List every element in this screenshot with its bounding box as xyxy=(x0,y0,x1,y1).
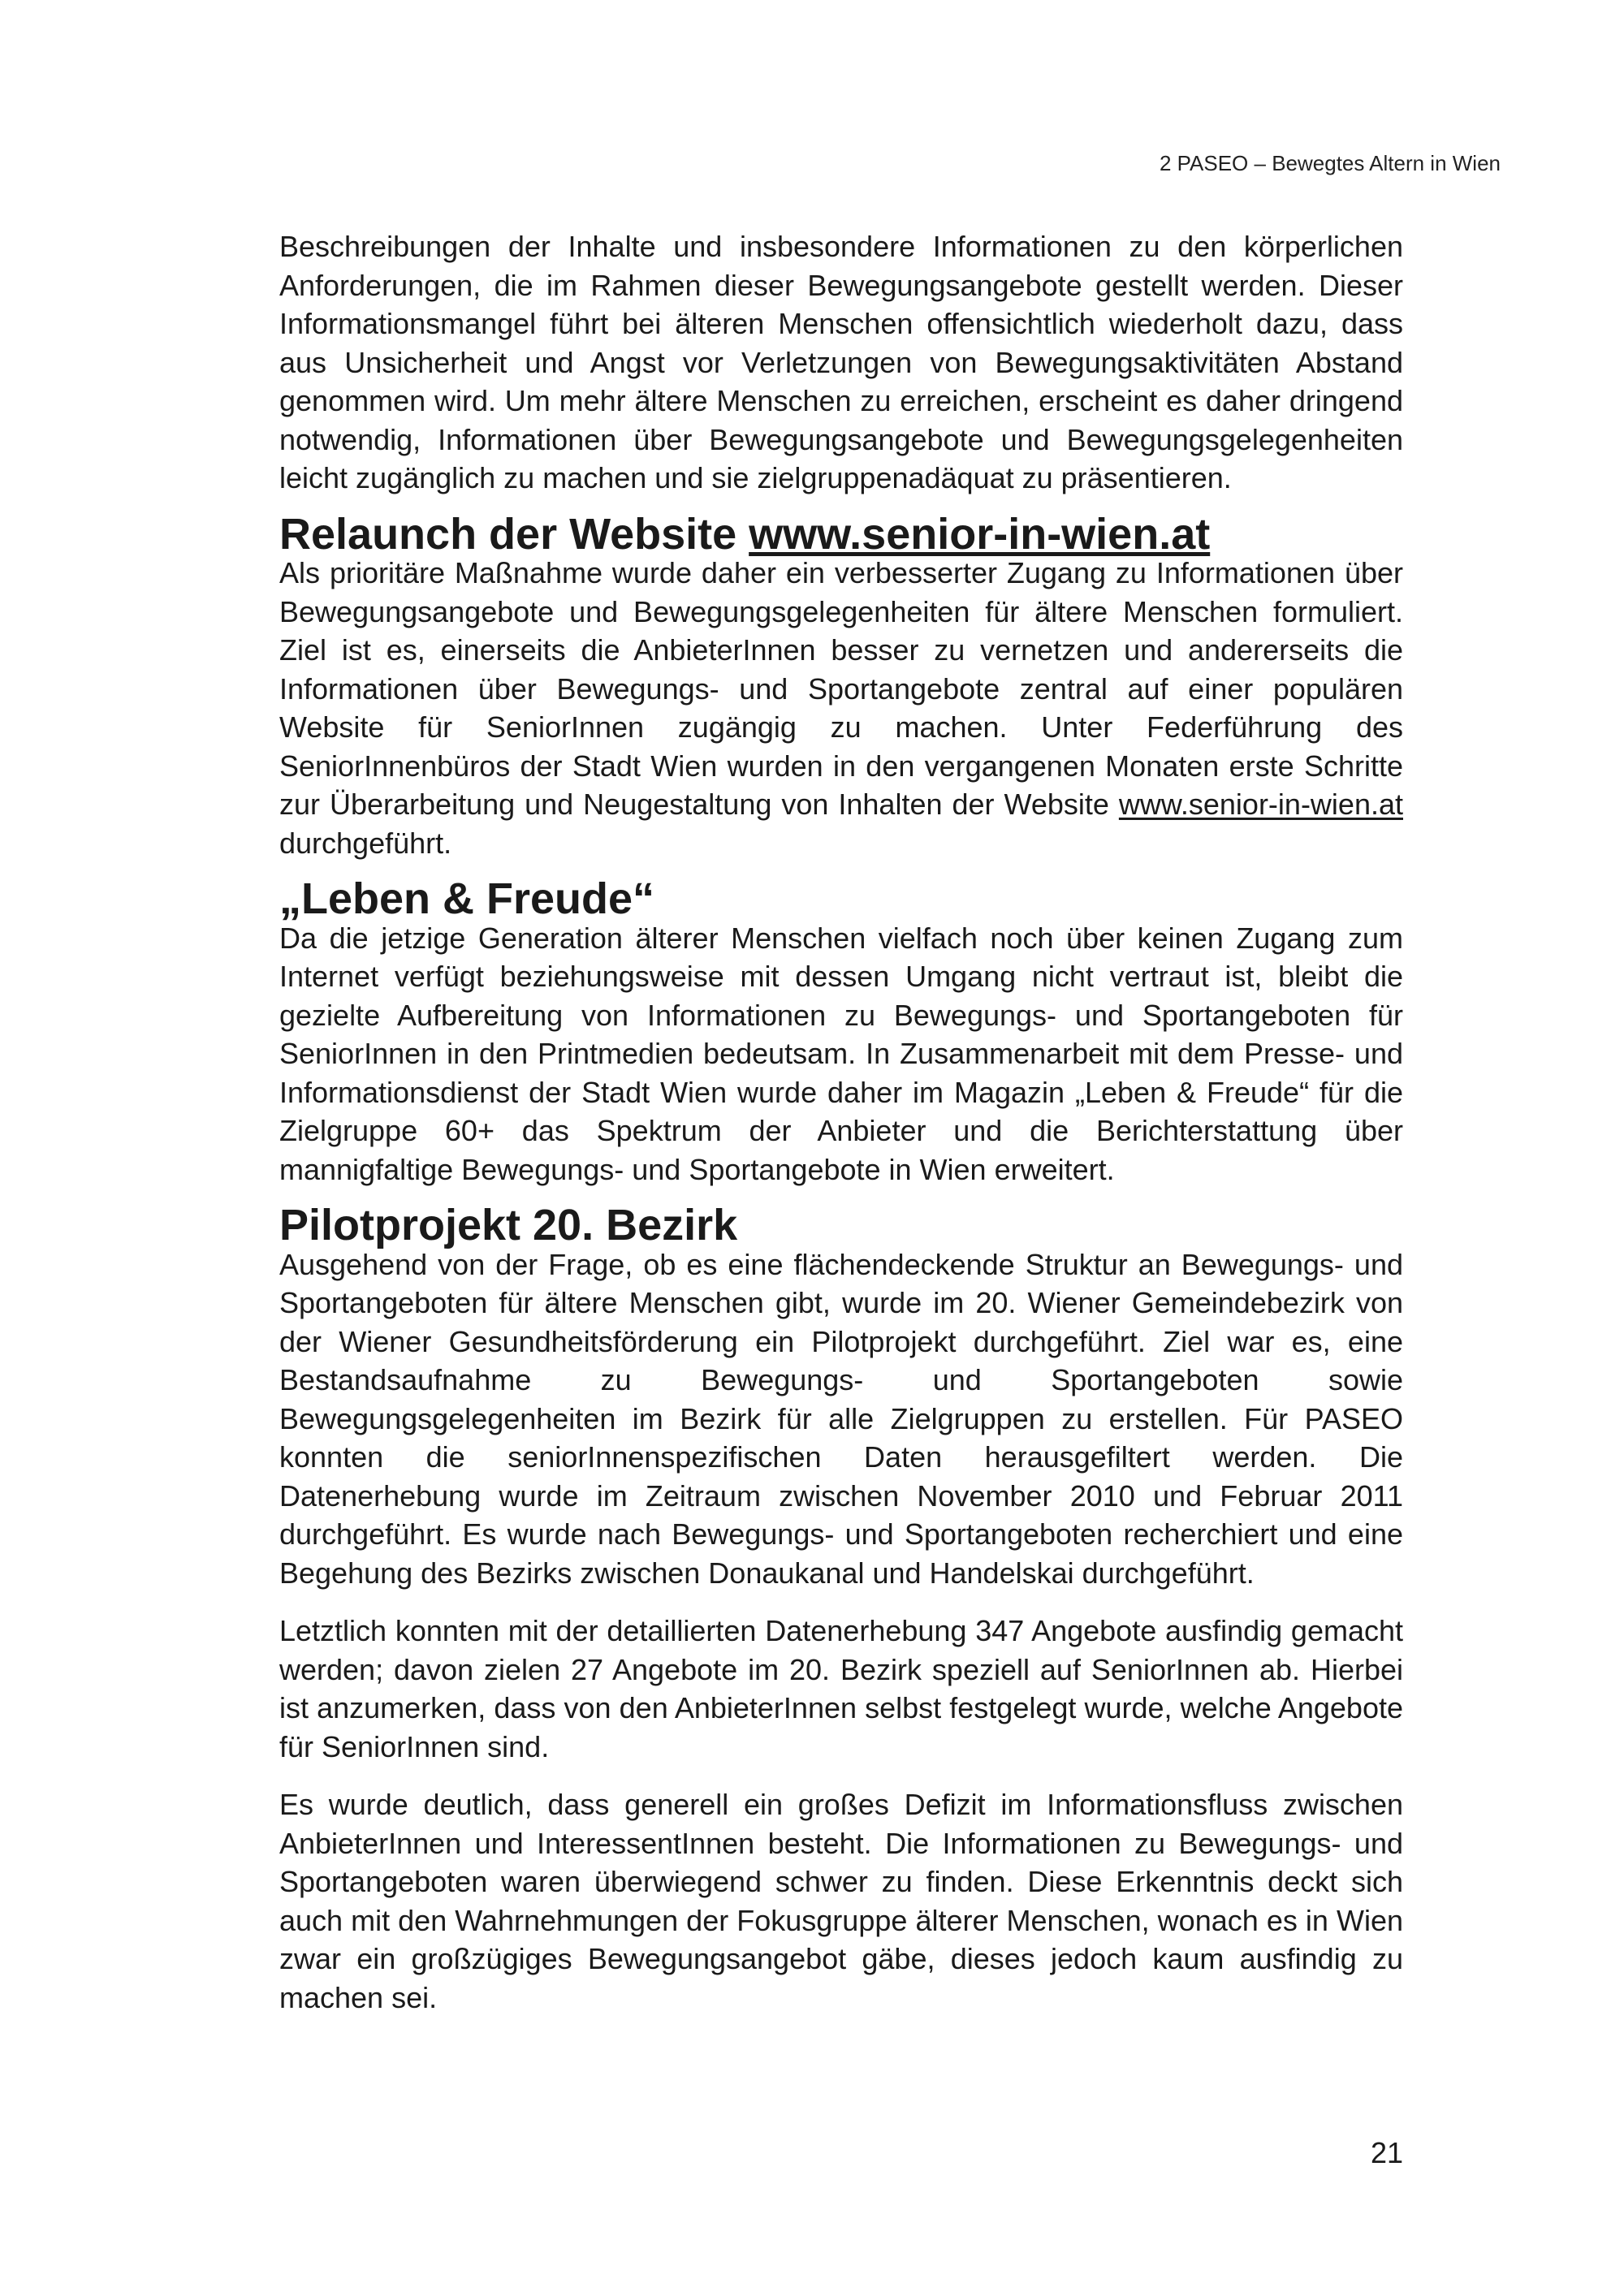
section-heading-pilotprojekt: Pilotprojekt 20. Bezirk xyxy=(279,1201,738,1249)
body-content xyxy=(279,227,1403,2017)
website-relaunch-text: Als prioritäre Maßnahme wurde daher ein verbesserter Zugang zu Informationen über Bewegungsangebote und Bewegungsgelegenheiten für ältere Menschen formuliert. Ziel ist es, einerseits die AnbieterInnen besser zu vernetzen und andererseits die Informationen über Bewegungs- und Sportangebote zentral auf einer populären Website für SeniorInnen zugängig zu machen. Unter Federführung des SeniorInnenbüros der Stadt Wien wurden in den vergangenen Monaten erste Schritte zur Überarbeitung und Neugestaltung von Inhalten der Website xyxy=(279,556,1403,821)
pilotprojekt-results-paragraph: Letztlich konnten mit der detaillierten Datenerhebung 347 Angebote ausfindig gemacht werden; davon zielen 27 Angebote im 20. Bezirk speziell auf SeniorInnen ab. Hierbei ist anzumerken, dass von den AnbieterInnen selbst festgelegt wurde, welche Angebote für SeniorInnen sind. xyxy=(279,1614,1403,1763)
section-heading-leben-freude: „Leben & Freude“ xyxy=(279,874,655,923)
section-heading-prefix: Relaunch der Website xyxy=(279,509,749,559)
website-inline-link[interactable]: www.senior-in-wien.at xyxy=(1118,788,1403,821)
section-heading-website-relaunch xyxy=(279,509,1403,559)
pilotprojekt-paragraph: Ausgehend von der Frage, ob es eine flächendeckende Struktur an Bewegungs- und Sportangeboten für ältere Menschen gibt, wurde im 20. Wiener Gemeindebezirk von der Wiener Gesundheitsförderung ein Pilotprojekt durchgeführt. Ziel war es, eine Bestandsaufnahme zu Bewegungs- und Sportangeboten sowie Bewegungsgelegenheiten im Bezirk für alle Zielgruppen zu erstellen. Für PASEO konnten die seniorInnenspezifischen Daten herausgefiltert werden. Die Datenerhebung wurde im Zeitraum zwischen November 2010 und Februar 2011 durchgeführt. Es wurde nach Bewegungs- und Sportangeboten recherchiert und eine Begehung des Bezirks zwischen Donaukanal und Handelskai durchgeführt. xyxy=(279,1247,1403,1590)
running-header: 2 PASEO – Bewegtes Altern in Wien xyxy=(1159,151,1501,175)
pilotprojekt-conclusion-paragraph: Es wurde deutlich, dass generell ein großes Defizit im Informationsfluss zwischen AnbieterInnen und InteressentInnen besteht. Die Informationen zu Bewegungs- und Sportangeboten waren überwiegend schwer zu finden. Diese Erkenntnis deckt sich auch mit den Wahrnehmungen der Fokusgruppe älterer Menschen, wonach es in Wien zwar ein großzügiges Bewegungsangebot gäbe, dieses jedoch kaum ausfindig zu machen sei. xyxy=(279,1788,1403,2014)
website-relaunch-paragraph xyxy=(279,554,1403,862)
leben-freude-paragraph: Da die jetzige Generation älterer Menschen vielfach noch über keinen Zugang zum Internet verfügt beziehungsweise mit dessen Umgang nicht vertraut ist, bleibt die gezielte Aufbereitung von Informationen zu Bewegungs- und Sportangeboten für SeniorInnen in den Printmedien bedeutsam. In Zusammenarbeit mit dem Presse- und Informationsdienst der Stadt Wien wurde daher im Magazin „Leben & Freude“ für die Zielgruppe 60+ das Spektrum der Anbieter und die Berichterstattung über mannigfaltige Bewegungs- und Sportangebote in Wien erweitert. xyxy=(279,921,1403,1186)
page-number: 21 xyxy=(1370,2136,1403,2169)
website-relaunch-text-end: durchgeführt. xyxy=(279,826,452,860)
website-heading-link[interactable]: www.senior-in-wien.at xyxy=(749,509,1211,559)
intro-paragraph: Beschreibungen der Inhalte und insbesondere Informationen zu den körperlichen Anforderungen, die im Rahmen dieser Bewegungsangebote gestellt werden. Dieser Informationsmangel führt bei älteren Menschen offensichtlich wiederholt dazu, dass aus Unsicherheit und Angst vor Verletzungen von Bewegungsaktivitäten Abstand genommen wird. Um mehr ältere Menschen zu erreichen, erscheint es daher dringend notwendig, Informationen über Bewegungsangebote und Bewegungsgelegenheiten leicht zugänglich zu machen und sie zielgruppenadäquat zu präsentieren. xyxy=(279,230,1403,494)
